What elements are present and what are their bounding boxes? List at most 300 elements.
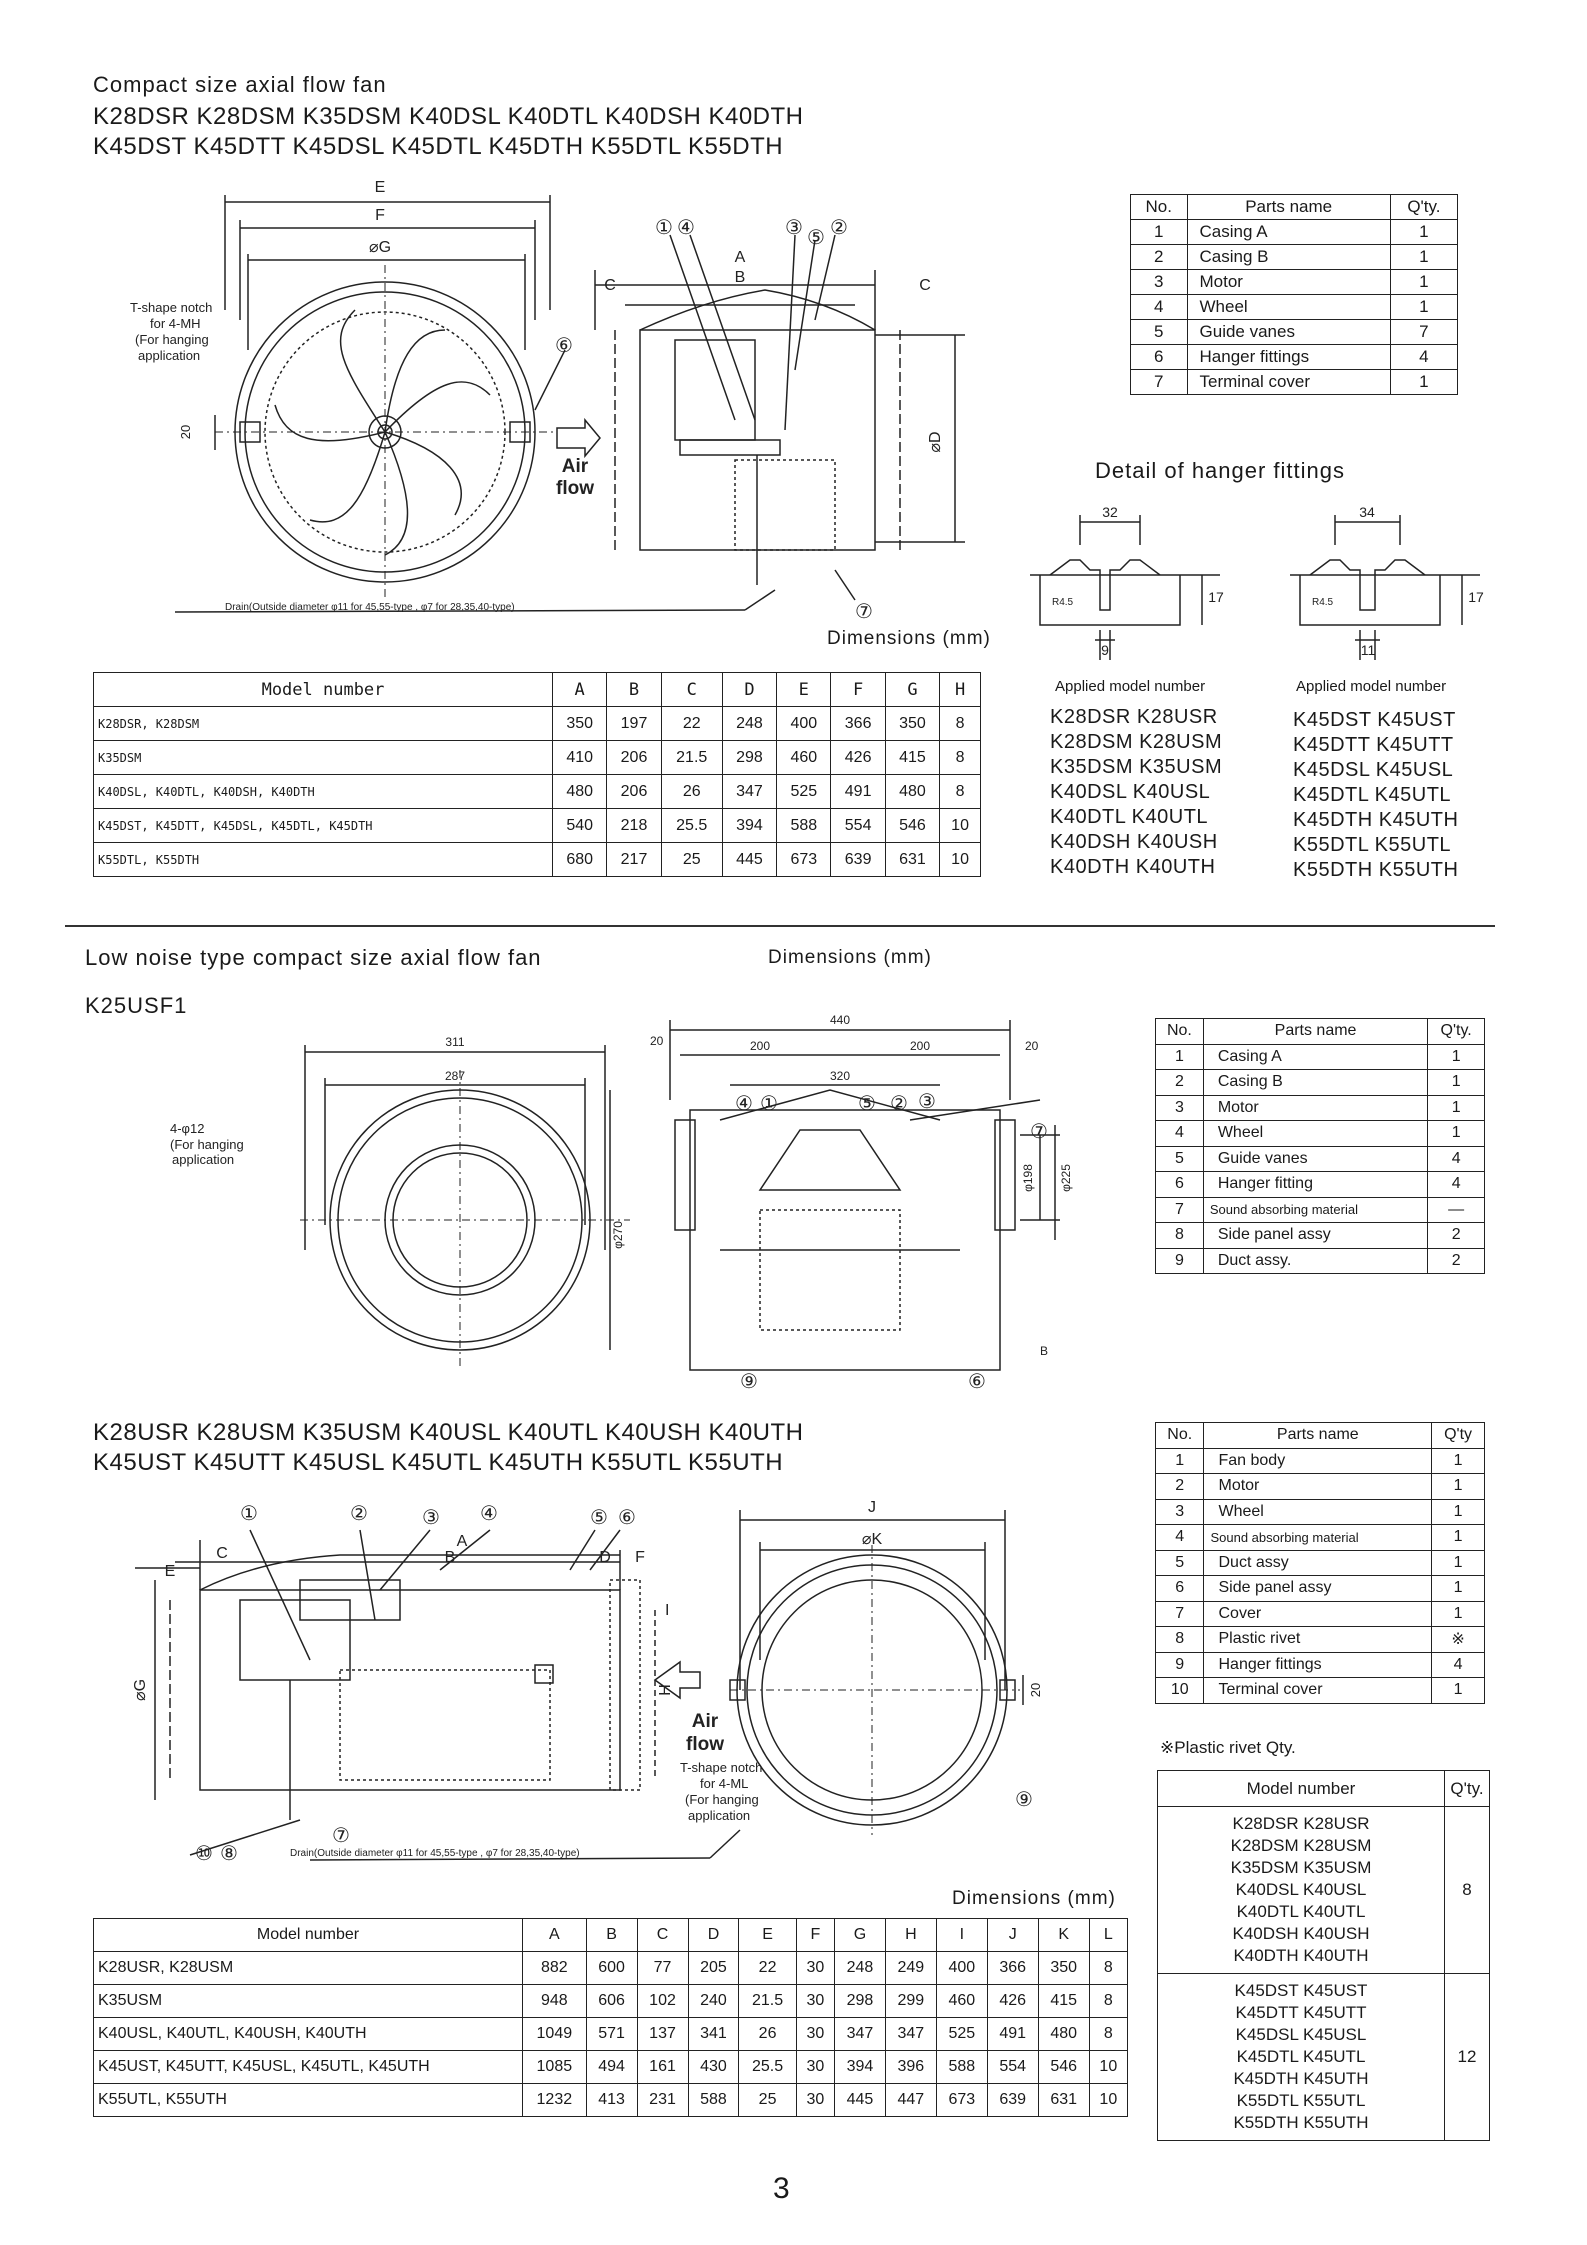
cell: 3 bbox=[1156, 1499, 1204, 1525]
drain-label: Drain(Outside diameter φ11 for 45,55-type , φ7 for 28,35,40-type) bbox=[290, 1848, 580, 1859]
cell: 1 bbox=[1432, 1448, 1485, 1474]
notch-line2: for 4-ML bbox=[700, 1776, 749, 1791]
notch-line3: (For hanging bbox=[135, 332, 209, 347]
cell: Hanger fitting bbox=[1203, 1172, 1427, 1198]
cell: 460 bbox=[936, 1985, 987, 2018]
list-item: K40DTH K40UTH bbox=[1233, 1946, 1369, 1965]
section3-drawing bbox=[132, 1490, 1090, 1880]
table-row bbox=[94, 1985, 1128, 2018]
cell: 341 bbox=[688, 2018, 739, 2051]
table-row bbox=[1156, 1499, 1485, 1525]
col-parts-name: Parts name bbox=[1203, 1019, 1427, 1045]
cell: K40USL, K40UTL, K40USH, K40UTH bbox=[94, 2018, 523, 2051]
cell: 30 bbox=[796, 2018, 834, 2051]
section1-model-table bbox=[93, 672, 981, 877]
cell: 7 bbox=[1156, 1197, 1204, 1223]
table-header bbox=[1156, 1019, 1485, 1045]
cell: 546 bbox=[885, 809, 939, 843]
dim-J: J bbox=[868, 1499, 876, 1516]
col-no: No. bbox=[1131, 195, 1188, 220]
section1-parts-table bbox=[1130, 194, 1458, 395]
list-item: K28DSM K28USM bbox=[1230, 1836, 1372, 1855]
cell: 1 bbox=[1131, 220, 1188, 245]
callout-3: ③ bbox=[785, 217, 803, 239]
cell: 1 bbox=[1432, 1550, 1485, 1576]
dim-D: D bbox=[599, 1549, 611, 1566]
cell: 26 bbox=[661, 775, 722, 809]
cell: 4 bbox=[1428, 1172, 1485, 1198]
cell: 4 bbox=[1156, 1121, 1204, 1147]
cell: 206 bbox=[607, 775, 661, 809]
col-D: D bbox=[722, 673, 776, 707]
col-J: J bbox=[987, 1919, 1038, 1952]
cell: Fan body bbox=[1204, 1448, 1432, 1474]
notch-line4: application bbox=[688, 1808, 751, 1823]
dim-G: ⌀G bbox=[368, 239, 392, 256]
cell: 447 bbox=[885, 2084, 936, 2117]
cell: 231 bbox=[637, 2084, 688, 2117]
col-C: C bbox=[661, 673, 722, 707]
hanger-right-bottom: 11 bbox=[1360, 642, 1376, 658]
cell: 882 bbox=[523, 1952, 587, 1985]
section1-dimensions-label: Dimensions (mm) bbox=[827, 628, 991, 649]
table-row bbox=[1158, 1807, 1490, 1974]
col-L: L bbox=[1089, 1919, 1127, 1952]
section3-models bbox=[93, 1418, 804, 1478]
list-item: K40DSL K40USL bbox=[1235, 1880, 1367, 1899]
table-row bbox=[1131, 295, 1458, 320]
cell bbox=[1158, 1974, 1445, 2141]
cell: Cover bbox=[1204, 1601, 1432, 1627]
cell: — bbox=[1428, 1197, 1485, 1223]
cell: 8 bbox=[1156, 1627, 1204, 1653]
cell: 4 bbox=[1428, 1146, 1485, 1172]
dim-B: B bbox=[444, 1549, 456, 1566]
section2-dimensions-label: Dimensions (mm) bbox=[768, 947, 932, 968]
cell: 2 bbox=[1156, 1070, 1204, 1096]
dim-E: E bbox=[374, 179, 386, 196]
dim-287: 287 bbox=[444, 1069, 466, 1083]
cell: 12 bbox=[1445, 1974, 1490, 2141]
cell: 639 bbox=[987, 2084, 1038, 2117]
cell: 1085 bbox=[523, 2051, 587, 2084]
col-no: No. bbox=[1156, 1019, 1204, 1045]
page-number: 3 bbox=[773, 2172, 790, 2205]
cell: 1 bbox=[1390, 245, 1457, 270]
cell: 8 bbox=[940, 775, 981, 809]
cell: 415 bbox=[1038, 1985, 1089, 2018]
section3-dimensions-label: Dimensions (mm) bbox=[952, 1888, 1116, 1909]
section3-models-line1: K28USR K28USM K35USM K40USL K40UTL K40USH K40UTH bbox=[93, 1419, 804, 1446]
col-D: D bbox=[688, 1919, 739, 1952]
col-parts-name: Parts name bbox=[1204, 1423, 1432, 1449]
cell: 396 bbox=[885, 2051, 936, 2084]
cell: Guide vanes bbox=[1187, 320, 1390, 345]
dim-198: φ198 bbox=[1021, 1164, 1035, 1192]
col-B: B bbox=[607, 673, 661, 707]
cell: 350 bbox=[1038, 1952, 1089, 1985]
dim-20: 20 bbox=[1028, 1682, 1043, 1698]
list-item: K40DTL K40UTL bbox=[1236, 1902, 1366, 1921]
cell: 588 bbox=[777, 809, 831, 843]
cell: Duct assy. bbox=[1203, 1248, 1427, 1274]
dim-G: ⌀G bbox=[132, 1678, 149, 1702]
dim-E: E bbox=[164, 1563, 176, 1580]
cell: 400 bbox=[936, 1952, 987, 1985]
cell: 1 bbox=[1390, 220, 1457, 245]
table-row bbox=[94, 775, 981, 809]
cell: 217 bbox=[607, 843, 661, 877]
cell: 350 bbox=[885, 707, 939, 741]
cell: Terminal cover bbox=[1204, 1678, 1432, 1704]
cell: 7 bbox=[1390, 320, 1457, 345]
col-qty: Q'ty. bbox=[1445, 1771, 1490, 1807]
cell: 218 bbox=[607, 809, 661, 843]
cell: Motor bbox=[1187, 270, 1390, 295]
table-row bbox=[1156, 1525, 1485, 1551]
list-item: K45DST K45UST bbox=[1234, 1981, 1368, 2000]
cell: 102 bbox=[637, 1985, 688, 2018]
callout-1: ① bbox=[655, 217, 673, 239]
cell: 299 bbox=[885, 1985, 936, 2018]
table-row bbox=[1158, 1974, 1490, 2141]
cell: K28DSR, K28DSM bbox=[94, 707, 553, 741]
cell: 1 bbox=[1390, 295, 1457, 320]
list-item: K35DSM K35USM bbox=[1050, 756, 1223, 778]
dim-C-left: C bbox=[604, 277, 616, 294]
applied-list-left bbox=[1050, 705, 1222, 880]
callout-9: ⑨ bbox=[1015, 1789, 1033, 1811]
col-parts-name: Parts name bbox=[1187, 195, 1390, 220]
cell: 10 bbox=[1089, 2084, 1127, 2117]
col-no: No. bbox=[1156, 1423, 1204, 1449]
cell: 1 bbox=[1428, 1070, 1485, 1096]
dim-H: H bbox=[657, 1684, 674, 1696]
cell: 4 bbox=[1432, 1652, 1485, 1678]
list-item: K45DTT K45UTT bbox=[1293, 734, 1454, 756]
col-qty: Q'ty. bbox=[1428, 1019, 1485, 1045]
cell: 6 bbox=[1131, 345, 1188, 370]
list-item: K40DTL K40UTL bbox=[1050, 806, 1209, 828]
cell: 948 bbox=[523, 1985, 587, 2018]
cell: 3 bbox=[1156, 1095, 1204, 1121]
cell: Sound absorbing material bbox=[1203, 1197, 1427, 1223]
dim-A: A bbox=[734, 249, 746, 266]
cell: 8 bbox=[1089, 1985, 1127, 2018]
table-row bbox=[1156, 1627, 1485, 1653]
cell: Casing A bbox=[1203, 1044, 1427, 1070]
section3-model-table bbox=[93, 1918, 1128, 2117]
callout-5: ⑤ bbox=[858, 1093, 876, 1115]
table-header bbox=[94, 673, 981, 707]
hanger-right-r: R4.5 bbox=[1312, 597, 1334, 608]
cell: K55DTL, K55DTH bbox=[94, 843, 553, 877]
table-row bbox=[1156, 1474, 1485, 1500]
cell: 631 bbox=[1038, 2084, 1089, 2117]
list-item: K40DSH K40USH bbox=[1232, 1924, 1370, 1943]
list-item: K55DTH K55UTH bbox=[1233, 2113, 1369, 2132]
col-E: E bbox=[777, 673, 831, 707]
col-A: A bbox=[523, 1919, 587, 1952]
cell: 5 bbox=[1156, 1146, 1204, 1172]
list-item: K55DTL K55UTL bbox=[1293, 834, 1452, 856]
list-item: K45DTT K45UTT bbox=[1235, 2003, 1367, 2022]
cell: 30 bbox=[796, 2051, 834, 2084]
cell: 2 bbox=[1428, 1223, 1485, 1249]
cell: 10 bbox=[1156, 1678, 1204, 1704]
cell: K35USM bbox=[94, 1985, 523, 2018]
table-row bbox=[1156, 1095, 1485, 1121]
cell: 8 bbox=[940, 707, 981, 741]
dim-20-left: 20 bbox=[650, 1034, 664, 1048]
dim-C-right: C bbox=[919, 277, 931, 294]
col-model: Model number bbox=[94, 673, 553, 707]
col-model: Model number bbox=[94, 1919, 523, 1952]
col-E: E bbox=[739, 1919, 796, 1952]
cell: 606 bbox=[586, 1985, 637, 2018]
cell: 1 bbox=[1432, 1678, 1485, 1704]
drain-label: Drain(Outside diameter φ11 for 45,55-type , φ7 for 28,35,40-type) bbox=[225, 602, 515, 613]
cell: 161 bbox=[637, 2051, 688, 2084]
cell: 30 bbox=[796, 1985, 834, 2018]
section2-title: Low noise type compact size axial flow fan bbox=[85, 945, 542, 970]
cell: 30 bbox=[796, 2084, 834, 2117]
cell: 426 bbox=[831, 741, 885, 775]
col-F: F bbox=[796, 1919, 834, 1952]
cell: 10 bbox=[940, 809, 981, 843]
table-row bbox=[1156, 1601, 1485, 1627]
cell: K35DSM bbox=[94, 741, 553, 775]
callout-6: ⑥ bbox=[618, 1507, 636, 1529]
dim-C: C bbox=[216, 1545, 228, 1562]
cell: 7 bbox=[1131, 370, 1188, 395]
cell: 588 bbox=[688, 2084, 739, 2117]
callout-4: ④ bbox=[480, 1503, 498, 1525]
hanger-detail-drawing bbox=[1030, 500, 1530, 670]
col-K: K bbox=[1038, 1919, 1089, 1952]
cell: 6 bbox=[1156, 1576, 1204, 1602]
cell: 1 bbox=[1156, 1044, 1204, 1070]
cell: 400 bbox=[777, 707, 831, 741]
cell: Sound absorbing material bbox=[1204, 1525, 1432, 1551]
cell: 25.5 bbox=[661, 809, 722, 843]
hanger-left-bottom: 9 bbox=[1101, 642, 1109, 658]
cell: Side panel assy bbox=[1203, 1223, 1427, 1249]
cell: 197 bbox=[607, 707, 661, 741]
notch-line1: T-shape notch bbox=[680, 1760, 763, 1775]
cell: Motor bbox=[1204, 1474, 1432, 1500]
holes-line2: (For hanging bbox=[170, 1137, 244, 1152]
callout-3: ③ bbox=[422, 1507, 440, 1529]
list-item: K28DSR K28USR bbox=[1050, 706, 1218, 728]
col-F: F bbox=[831, 673, 885, 707]
cell: 347 bbox=[722, 775, 776, 809]
table-row bbox=[94, 707, 981, 741]
dim-B: B bbox=[1040, 1344, 1049, 1358]
cell: 460 bbox=[777, 741, 831, 775]
cell: 673 bbox=[936, 2084, 987, 2117]
cell: K55UTL, K55UTH bbox=[94, 2084, 523, 2117]
cell: 347 bbox=[834, 2018, 885, 2051]
callout-6: ⑥ bbox=[555, 335, 573, 357]
list-item: K45DTL K45UTL bbox=[1293, 784, 1452, 806]
cell: 546 bbox=[1038, 2051, 1089, 2084]
table-row bbox=[1156, 1197, 1485, 1223]
cell: Casing A bbox=[1187, 220, 1390, 245]
col-H: H bbox=[885, 1919, 936, 1952]
table-row bbox=[1156, 1248, 1485, 1274]
flow-label: flow bbox=[556, 478, 594, 499]
table-row bbox=[1131, 370, 1458, 395]
col-B: B bbox=[586, 1919, 637, 1952]
cell: 394 bbox=[834, 2051, 885, 2084]
cell: K28USR, K28USM bbox=[94, 1952, 523, 1985]
table-header bbox=[1156, 1423, 1485, 1449]
notch-line1: T-shape notch bbox=[130, 300, 213, 315]
cell: 2 bbox=[1131, 245, 1188, 270]
cell: Casing B bbox=[1203, 1070, 1427, 1096]
cell: Plastic rivet bbox=[1204, 1627, 1432, 1653]
cell: K40DSL, K40DTL, K40DSH, K40DTH bbox=[94, 775, 553, 809]
cell: 1 bbox=[1432, 1499, 1485, 1525]
section-divider bbox=[65, 925, 1495, 927]
hanger-right-top: 34 bbox=[1359, 504, 1375, 520]
cell: 2 bbox=[1156, 1474, 1204, 1500]
cell: 1049 bbox=[523, 2018, 587, 2051]
cell: 5 bbox=[1156, 1550, 1204, 1576]
section2-parts-table bbox=[1155, 1018, 1485, 1274]
air-label: Air bbox=[561, 456, 589, 477]
cell: 1 bbox=[1390, 370, 1457, 395]
cell: 540 bbox=[553, 809, 607, 843]
cell: 10 bbox=[1089, 2051, 1127, 2084]
col-qty: Q'ty. bbox=[1390, 195, 1457, 220]
callout-5: ⑤ bbox=[590, 1507, 608, 1529]
cell: 426 bbox=[987, 1985, 1038, 2018]
cell: 554 bbox=[831, 809, 885, 843]
table-row bbox=[1156, 1652, 1485, 1678]
cell: 6 bbox=[1156, 1172, 1204, 1198]
col-qty: Q'ty bbox=[1432, 1423, 1485, 1449]
dim-B: B bbox=[734, 269, 746, 286]
cell: Hanger fittings bbox=[1187, 345, 1390, 370]
cell: 480 bbox=[1038, 2018, 1089, 2051]
dim-I: I bbox=[665, 1602, 670, 1619]
table-row bbox=[1156, 1070, 1485, 1096]
table-row bbox=[94, 741, 981, 775]
cell: 366 bbox=[831, 707, 885, 741]
callout-9: ⑨ bbox=[740, 1371, 758, 1393]
list-item: K45DSL K45USL bbox=[1235, 2025, 1367, 2044]
cell: 680 bbox=[553, 843, 607, 877]
dim-200-right: 200 bbox=[909, 1039, 931, 1053]
cell: 26 bbox=[739, 2018, 796, 2051]
dim-311: 311 bbox=[445, 1035, 465, 1049]
applied-header-right: Applied model number bbox=[1296, 678, 1447, 695]
callout-7: ⑦ bbox=[332, 1825, 350, 1847]
cell: 480 bbox=[553, 775, 607, 809]
cell bbox=[1158, 1807, 1445, 1974]
cell: 5 bbox=[1131, 320, 1188, 345]
hanger-detail-title: Detail of hanger fittings bbox=[1095, 458, 1346, 483]
dim-20-right: 20 bbox=[1025, 1039, 1039, 1053]
callout-5: ⑤ bbox=[807, 227, 825, 249]
applied-header-left: Applied model number bbox=[1055, 678, 1206, 695]
table-row bbox=[94, 1952, 1128, 1985]
cell: ※ bbox=[1432, 1627, 1485, 1653]
table-row bbox=[1156, 1146, 1485, 1172]
dim-440: 440 bbox=[829, 1013, 851, 1027]
cell: 1 bbox=[1390, 270, 1457, 295]
callout-8: ⑧ bbox=[220, 1843, 238, 1865]
cell: 30 bbox=[796, 1952, 834, 1985]
cell: 8 bbox=[1089, 1952, 1127, 1985]
section3-parts-table bbox=[1155, 1422, 1485, 1704]
notch-line4: application bbox=[138, 348, 201, 363]
cell: 77 bbox=[637, 1952, 688, 1985]
dim-K: ⌀K bbox=[861, 1531, 883, 1548]
list-item: K40DSL K40USL bbox=[1050, 781, 1211, 803]
cell: 10 bbox=[940, 843, 981, 877]
col-I: I bbox=[936, 1919, 987, 1952]
cell: Side panel assy bbox=[1204, 1576, 1432, 1602]
table-row bbox=[94, 2084, 1128, 2117]
cell: 554 bbox=[987, 2051, 1038, 2084]
cell: 1 bbox=[1432, 1525, 1485, 1551]
table-row bbox=[94, 2051, 1128, 2084]
cell: 22 bbox=[661, 707, 722, 741]
hanger-left-r: R4.5 bbox=[1052, 597, 1074, 608]
cell: 445 bbox=[722, 843, 776, 877]
cell: 394 bbox=[722, 809, 776, 843]
callout-7: ⑦ bbox=[1030, 1121, 1048, 1143]
cell: K45DST, K45DTT, K45DSL, K45DTL, K45DTH bbox=[94, 809, 553, 843]
holes-line3: application bbox=[172, 1152, 235, 1167]
table-row bbox=[1156, 1223, 1485, 1249]
cell: 571 bbox=[586, 2018, 637, 2051]
cell: 249 bbox=[885, 1952, 936, 1985]
cell: Wheel bbox=[1187, 295, 1390, 320]
hanger-right-side: 17 bbox=[1468, 589, 1484, 605]
cell: 248 bbox=[722, 707, 776, 741]
hanger-left-top: 32 bbox=[1102, 504, 1118, 520]
col-C: C bbox=[637, 1919, 688, 1952]
applied-list-right bbox=[1293, 708, 1458, 883]
table-row bbox=[1131, 345, 1458, 370]
table-row bbox=[1156, 1678, 1485, 1704]
callout-7: ⑦ bbox=[855, 601, 873, 623]
dim-A: A bbox=[456, 1533, 468, 1550]
cell: 1 bbox=[1432, 1576, 1485, 1602]
callout-2: ② bbox=[830, 217, 848, 239]
table-row bbox=[1156, 1576, 1485, 1602]
cell: 410 bbox=[553, 741, 607, 775]
cell: 4 bbox=[1156, 1525, 1204, 1551]
cell: 298 bbox=[834, 1985, 885, 2018]
cell: 9 bbox=[1156, 1652, 1204, 1678]
cell: Casing B bbox=[1187, 245, 1390, 270]
rivet-qty-table bbox=[1157, 1770, 1490, 2141]
cell: 491 bbox=[987, 2018, 1038, 2051]
dim-225: φ225 bbox=[1059, 1164, 1073, 1192]
cell: 413 bbox=[586, 2084, 637, 2117]
dim-200-left: 200 bbox=[749, 1039, 771, 1053]
table-row bbox=[1156, 1172, 1485, 1198]
col-G: G bbox=[834, 1919, 885, 1952]
section3-models-line2: K45UST K45UTT K45USL K45UTL K45UTH K55UTL K55UTH bbox=[93, 1449, 784, 1476]
cell: K45UST, K45UTT, K45USL, K45UTL, K45UTH bbox=[94, 2051, 523, 2084]
cell: 8 bbox=[1156, 1223, 1204, 1249]
